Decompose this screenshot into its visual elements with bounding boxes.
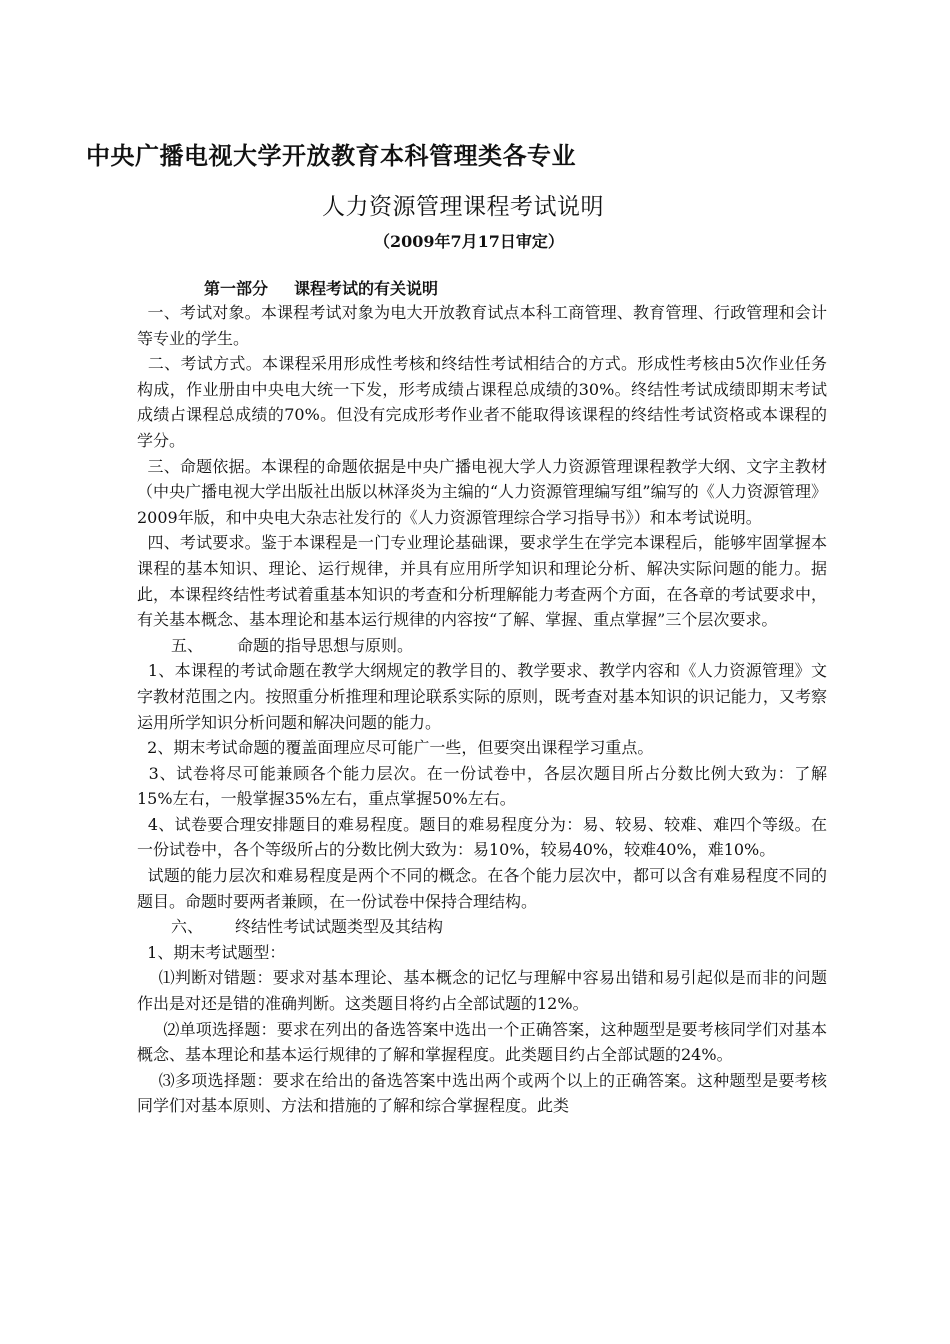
section-title: 课程考试的有关说明 [294,279,439,298]
item5-number: 五、 [171,635,204,655]
item5-heading [137,633,827,659]
document-body [137,300,827,1119]
paragraph: 四、考试要求。鉴于本课程是一门专业理论基础课，要求学生在学完本课程后，能够牢固掌握本课程的基本知识、理论、运行规律，并具有应用所学知识和理论分析、解决实际问题的能力。据此，本课程终结性考试着重基本知识的考查和分析理解能力考查两个方面，在各章的考试要求中，有关基本概念、基本理论和基本运行规律的内容按“了解、掌握、重点掌握”三个层次要求。 [137,533,827,630]
paragraph: 4、试卷要合理安排题目的难易程度。题目的难易程度分为：易、较易、较难、难四个等级。在一份试卷中，各个等级所占的分数比例大致为：易10%，较易40%，较难40%，难10%。 [137,814,827,860]
paragraph: 一、考试对象。本课程考试对象为电大开放教育试点本科工商管理、教育管理、行政管理和会计等专业的学生。 [137,303,827,348]
item6-text: 终结性考试试题类型及其结构 [235,917,444,937]
paragraph: 2、期末考试命题的覆盖面理应尽可能广一些，但要突出课程学习重点。 [137,738,654,758]
item6-heading [137,914,827,940]
paragraph: 3、试卷将尽可能兼顾各个能力层次。在一份试卷中，各层次题目所占分数比例大致为：了解15%左右，一般掌握35%左右，重点掌握50%左右。 [137,763,828,809]
approval-date: （2009年7月17日审定） [374,232,564,251]
paragraph: ⑶多项选择题：要求在给出的备选答案中选出两个或两个以上的正确答案。这种题型是要考核同学们对基本原则、方法和措施的了解和综合掌握程度。此类 [137,1070,827,1116]
paragraph: 三、命题依据。本课程的命题依据是中央广播电视大学人力资源管理课程教学大纲、文字主教材（中央广播电视大学出版社出版以林泽炎为主编的“人力资源管理编写组”编写的《人力资源管理》2009年版，和中央电大杂志社发行的《人力资源管理综合学习指导书》）和本考试说明。 [137,456,827,527]
paragraph: ⑴判断对错题：要求对基本理论、基本概念的记忆与理解中容易出错和易引起似是而非的问题作出是对还是错的准确判断。这类题目将约占全部试题的12%。 [137,968,827,1014]
paragraph: 试题的能力层次和难易程度是两个不同的概念。在各个能力层次中，都可以含有难易程度不同的题目。命题时要两者兼顾，在一份试卷中保持合理结构。 [137,866,827,911]
section-heading [204,276,438,299]
paragraph: 1、期末考试题型： [137,942,286,962]
paragraph: ⑵单项选择题：要求在列出的备选答案中选出一个正确答案，这种题型是要考核同学们对基本概念、基本理论和基本运行规律的了解和掌握程度。此类题目约占全部试题的24%。 [137,1019,827,1065]
section-part: 第一部分 [204,279,269,298]
document-title-line1: 中央广播电视大学开放教育本科管理类各专业 [86,142,576,170]
paragraph: 1、本课程的考试命题在教学大纲规定的教学目的、教学要求、教学内容和《人力资源管理》文字教材范围之内。按照重分析推理和理论联系实际的原则，既考查对基本知识的识记能力，又考察运用所学知识分析问题和解决问题的能力。 [137,661,827,732]
document-title-line2: 人力资源管理课程考试说明 [322,194,604,220]
paragraph: 二、考试方式。本课程采用形成性考核和终结性考试相结合的方式。形成性考核由5次作业任务构成，作业册由中央电大统一下发，形考成绩占课程总成绩的30%。终结性考试成绩即期末考试成绩占课程总成绩的70%。但没有完成形考作业者不能取得该课程的终结性考试资格或本课程的学分。 [137,354,827,450]
item5-text: 命题的指导思想与原则。 [237,635,414,655]
item6-number: 六、 [171,917,204,937]
